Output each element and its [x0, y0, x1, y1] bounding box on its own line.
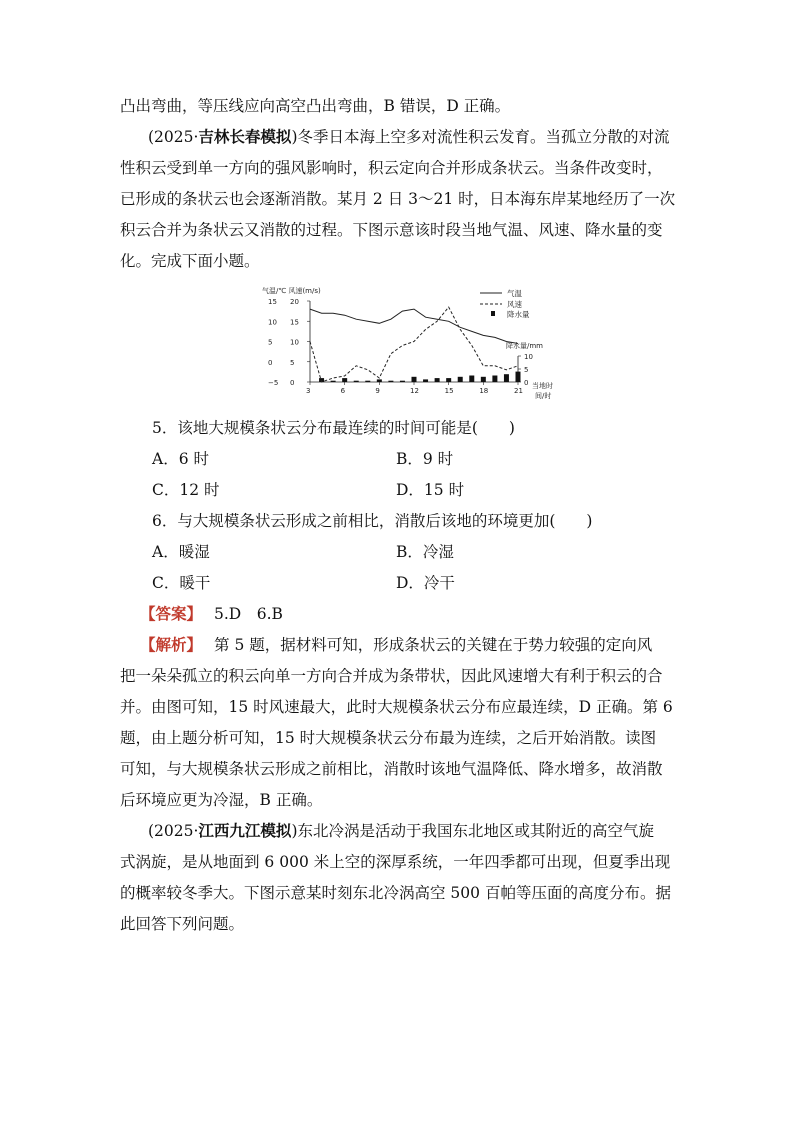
intro-line: 凸出弯曲，等压线应向高空凸出弯曲，B 错误，D 正确。 [120, 97, 511, 115]
analysis-line: 题，由上题分析可知，15 时大规模条状云分布最为连续，之后开始消散。读图 [120, 729, 657, 747]
analysis-line: 后环境应更为冷湿，B 正确。 [120, 791, 323, 809]
temp-tick-label: 15 [268, 298, 277, 306]
temperature-line [310, 309, 518, 343]
precip-bar [516, 372, 521, 382]
x-tick-label: 12 [410, 387, 419, 395]
precip-bar [504, 374, 509, 382]
x-tick-label: 18 [479, 387, 489, 395]
x-axis-label-line1: 当地时 [532, 382, 553, 390]
precip-bar [412, 377, 417, 382]
passage1-line: 性积云受到单一方向的强风影响时，积云定向合并形成条状云。当条件改变时， [120, 159, 663, 177]
x-tick-label: 21 [514, 387, 523, 395]
answer-text: 5.D 6.B [214, 605, 283, 623]
analysis-line: 并。由图可知，15 时风速最大，此时大规模条状云分布应最连续，D 正确。第 6 [120, 698, 673, 716]
wind-tick-label: 15 [290, 318, 299, 327]
answer-label: 【答案】 [140, 604, 203, 623]
wind-tick-label: 0 [290, 379, 295, 387]
passage1-source-suffix: ) [291, 128, 298, 146]
passage2-line: 的概率较冬季大。下图示意某时刻东北冷涡高空 500 百帕等压面的高度分布。据 [120, 884, 671, 902]
wind-tick-label: 5 [290, 358, 295, 367]
wind-tick-label: 10 [290, 338, 299, 347]
passage2-first-line [148, 821, 708, 841]
temp-tick-label: 10 [268, 318, 277, 327]
precip-bar [435, 378, 440, 382]
precip-bar [365, 381, 370, 382]
answer-line [140, 604, 700, 624]
x-tick-label: 15 [444, 387, 454, 395]
passage2-text: 东北冷涡是活动于我国东北地区或其附近的高空气旋 [297, 822, 655, 840]
legend-precip-swatch [491, 311, 495, 316]
precip-bar [492, 376, 497, 383]
legend-temp-label: 气温 [507, 289, 522, 298]
passage1-line: 积云合并为条状云又消散的过程。下图示意该时段当地气温、风速、降水量的变 [120, 221, 663, 239]
q5-option-a[interactable]: A．6 时 [152, 450, 209, 468]
x-tick-label: 9 [375, 387, 380, 395]
analysis-text: 第 5 题，据材料可知，形成条状云的关键在于势力较强的定向风 [214, 636, 653, 654]
temp-tick-label: 5 [268, 338, 273, 347]
temp-tick-label: 0 [268, 358, 273, 367]
passage2-source-prefix: (2025· [148, 822, 199, 840]
q5-option-d[interactable]: D．15 时 [396, 481, 465, 499]
analysis-line: 把一朵朵孤立的积云向单一方向合并成为条带状，因此风速增大有利于积云的合 [120, 667, 663, 685]
passage2-source-name: 江西九江模拟 [198, 821, 292, 840]
passage2-source-suffix: ) [291, 822, 298, 840]
q6-option-c[interactable]: C．暖干 [152, 574, 211, 592]
q5-option-c[interactable]: C．12 时 [152, 481, 220, 499]
precip-bar [388, 381, 393, 382]
left-axis-label: 气温/℃ 风速(m/s) [262, 287, 321, 295]
q6-option-b[interactable]: B．冷湿 [396, 543, 454, 561]
precip-bar [423, 379, 428, 382]
x-tick-label: 6 [340, 387, 346, 395]
legend-wind-label: 风速 [507, 300, 522, 309]
temp-tick-label: −5 [268, 379, 279, 387]
legend-precip-label: 降水量 [507, 310, 530, 319]
q6-option-a[interactable]: A．暖湿 [152, 543, 210, 561]
x-axis-label-line2: 间/时 [535, 392, 552, 400]
q6-option-d[interactable]: D．冷干 [396, 574, 455, 592]
precip-tick-label: 5 [524, 366, 529, 374]
q5-stem: 5．该地大规模条状云分布最连续的时间可能是( ) [152, 419, 515, 437]
x-tick-label: 3 [306, 387, 311, 395]
precip-bar [331, 381, 336, 382]
analysis-label: 【解析】 [140, 635, 203, 654]
precip-tick-label: 10 [524, 353, 533, 361]
legend [480, 288, 530, 319]
q6-stem: 6．与大规模条状云形成之前相比，消散后该地的环境更加( ) [152, 512, 593, 530]
precip-bar [354, 381, 359, 382]
analysis-line: 可知，与大规模条状云形成之前相比，消散时该地气温降低、降水增多，故消散 [120, 760, 663, 778]
precip-axis-label: 降水量/mm [506, 342, 543, 350]
q5-option-b[interactable]: B．9 时 [396, 450, 454, 468]
passage1-first-line [148, 127, 708, 147]
analysis-first-line [140, 635, 700, 655]
precip-bar [400, 381, 405, 382]
precip-tick-label: 0 [524, 379, 529, 387]
wind-speed-line [310, 307, 518, 382]
precip-bar [458, 377, 463, 382]
passage1-text: 冬季日本海上空多对流性积云发育。当孤立分散的对流 [297, 128, 670, 146]
weather-chart [262, 284, 562, 402]
precip-bar [342, 378, 347, 382]
passage1-line: 化。完成下面小题。 [120, 252, 260, 270]
precip-bar [377, 379, 382, 382]
passage2-line: 此回答下列问题。 [120, 915, 245, 933]
passage1-line: 已形成的条状云也会逐渐消散。某月 2 日 3～21 时，日本海东岸某地经历了一次 [120, 190, 676, 208]
precip-bar [446, 378, 451, 382]
passage1-source-prefix: (2025· [148, 128, 199, 146]
wind-tick-label: 20 [290, 298, 299, 306]
precip-bar [481, 377, 486, 382]
passage2-line: 式涡旋，是从地面到 6 000 米上空的深厚系统，一年四季都可出现，但夏季出现 [120, 853, 671, 871]
precip-bar [469, 376, 474, 383]
passage1-source-name: 吉林长春模拟 [198, 127, 292, 146]
